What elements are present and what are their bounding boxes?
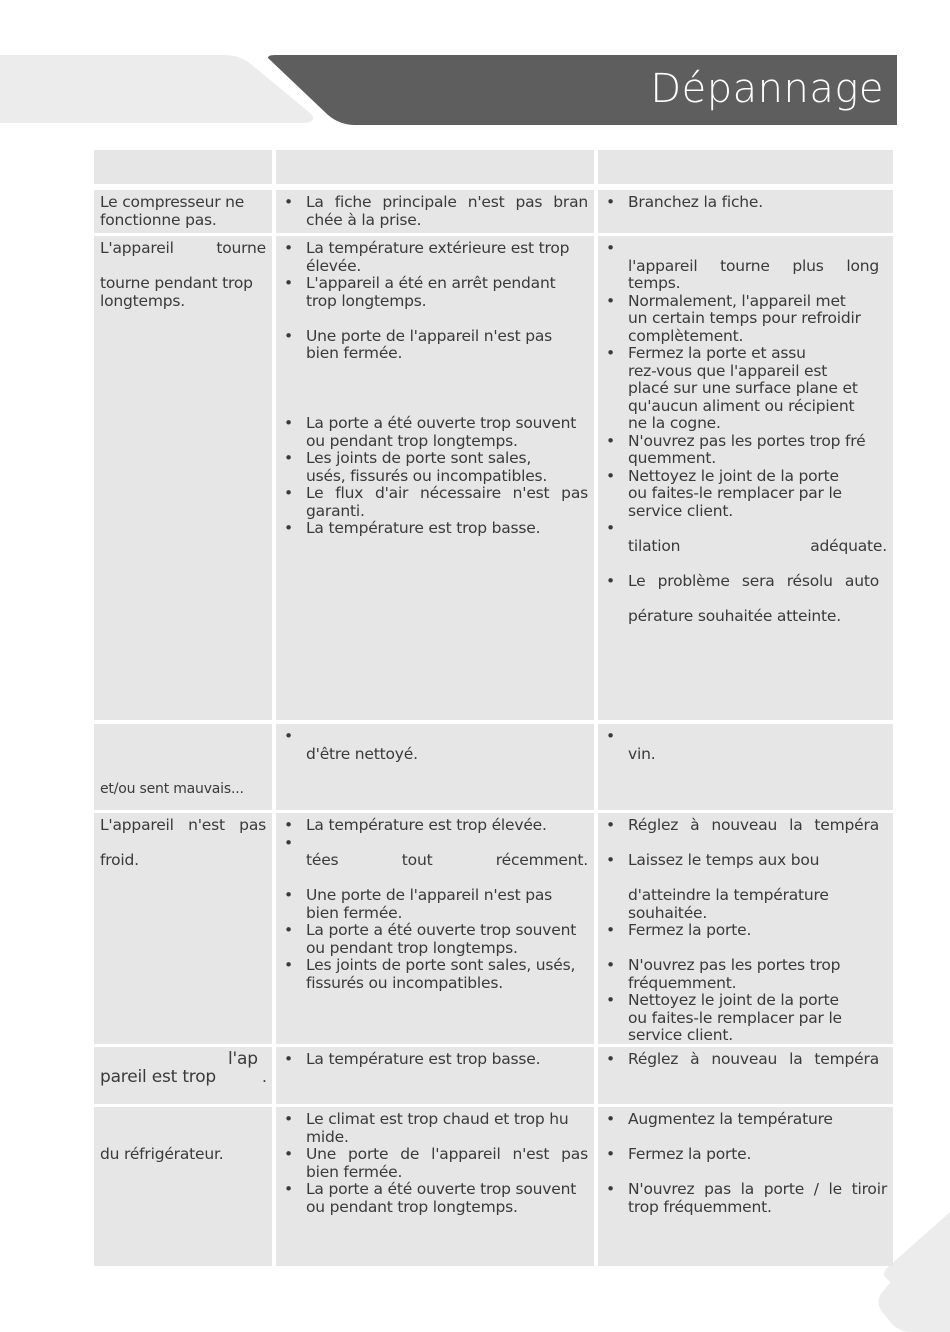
- table-header-solution: [598, 150, 893, 184]
- solution-item: • Fermez la porte.: [604, 1146, 887, 1164]
- table-row-problem: du réfrigérateur.: [94, 1107, 272, 1266]
- table-row-problem: et/ou sent mauvais...: [94, 724, 272, 810]
- cause-item: • Les joints de porte sont sales, usés, fissurés ou incompatibles.: [282, 957, 588, 992]
- table-row-solution: [598, 236, 893, 720]
- table-row-cause: [276, 1107, 594, 1266]
- cause-item: • tées tout récemment.: [282, 835, 588, 870]
- solution-item: • Nettoyez le joint de la porte ou faites-le remplacer par le service client.: [604, 992, 887, 1045]
- cause-item: • La température extérieure est trop élevée.: [282, 240, 588, 275]
- table-row-problem: Le compresseur ne fonctionne pas.: [94, 190, 272, 233]
- solution-item: • Augmentez la température: [604, 1111, 887, 1129]
- solution-spacer: [604, 940, 887, 958]
- solution-item: • Normalement, l'appareil met un certain temps pour refroidir complètement.: [604, 293, 887, 346]
- table-row-solution: [598, 1107, 893, 1266]
- table-row-problem: l'ap pareil est trop .: [94, 1047, 272, 1104]
- table-row-cause: [276, 724, 594, 810]
- cause-item: • La porte a été ouverte trop souvent ou pendant trop longtemps.: [282, 415, 588, 450]
- cause-item: • Les joints de porte sont sales, usés, fissurés ou incompatibles.: [282, 450, 588, 485]
- cause-item: • La porte a été ouverte trop souvent ou pendant trop longtemps.: [282, 922, 588, 957]
- cause-spacer: [282, 870, 588, 888]
- cause-item: • Une porte de l'appareil n'est pas bien fermée.: [282, 887, 588, 922]
- cause-item: • L'appareil a été en arrêt pendant trop longtemps.: [282, 275, 588, 310]
- solution-item: • Réglez à nouveau la tempéra: [604, 1051, 887, 1069]
- solution-item: • N'ouvrez pas les portes trop fréquemment.: [604, 957, 887, 992]
- solution-item: • Nettoyez le joint de la porte ou faites-le remplacer par le service client.: [604, 468, 887, 521]
- cause-spacer: [282, 310, 588, 328]
- cause-item: • La porte a été ouverte trop souvent ou pendant trop longtemps.: [282, 1181, 588, 1216]
- cause-item: • d'être nettoyé.: [282, 728, 588, 763]
- table-row-solution: [598, 190, 893, 233]
- table-row-cause: [276, 813, 594, 1044]
- table-row-problem: L'appareil n'est pas froid.: [94, 813, 272, 1044]
- cause-item: • Une porte de l'appareil n'est pas bien fermée.: [282, 328, 588, 363]
- solution-spacer: [604, 835, 887, 853]
- table-header-problem: [94, 150, 272, 184]
- table-row-problem: L'appareil tourne tourne pendant trop longtemps.: [94, 236, 272, 720]
- table-row-cause: [276, 236, 594, 720]
- solution-spacer: [604, 1129, 887, 1147]
- solution-spacer: [604, 555, 887, 573]
- solution-item: • N'ouvrez pas les portes trop fré quemment.: [604, 433, 887, 468]
- table-row-solution: [598, 1047, 893, 1104]
- solution-item: • Laissez le temps aux bou d'atteindre la température souhaitée.: [604, 852, 887, 922]
- table-row-solution: [598, 813, 893, 1044]
- table-row-cause: [276, 1047, 594, 1104]
- solution-item: • Branchez la fiche.: [604, 194, 887, 212]
- cause-item: • La température est trop basse.: [282, 520, 588, 538]
- solution-item: • tilation adéquate.: [604, 520, 887, 555]
- solution-item: • Le problème sera résolu auto pérature souhaitée atteinte.: [604, 573, 887, 626]
- solution-item: • N'ouvrez pas la porte / le tiroir trop fréquemment.: [604, 1181, 887, 1216]
- cause-item: • Le flux d'air nécessaire n'est pas garanti.: [282, 485, 588, 520]
- cause-item: • La fiche principale n'est pas bran chée à la prise.: [282, 194, 588, 229]
- cause-item: • La température est trop élevée.: [282, 817, 588, 835]
- solution-item: • Réglez à nouveau la tempéra: [604, 817, 887, 835]
- cause-item: • La température est trop basse.: [282, 1051, 588, 1069]
- solution-spacer: [604, 1164, 887, 1182]
- table-row-solution: [598, 724, 893, 810]
- page-title: Dépannage: [650, 66, 884, 112]
- cause-item: • Le climat est trop chaud et trop hu mide.: [282, 1111, 588, 1146]
- cause-item: • Une porte de l'appareil n'est pas bien fermée.: [282, 1146, 588, 1181]
- solution-item: • Fermez la porte.: [604, 922, 887, 940]
- table-header-cause: [276, 150, 594, 184]
- solution-item: • vin.: [604, 728, 887, 763]
- solution-item: • Fermez la porte et assu rez-vous que l'appareil est placé sur une surface plane et qu'aucun aliment ou récipient ne la cogne.: [604, 345, 887, 433]
- solution-item: • l'appareil tourne plus long temps.: [604, 240, 887, 293]
- cause-spacer: [282, 363, 588, 416]
- table-row-cause: [276, 190, 594, 233]
